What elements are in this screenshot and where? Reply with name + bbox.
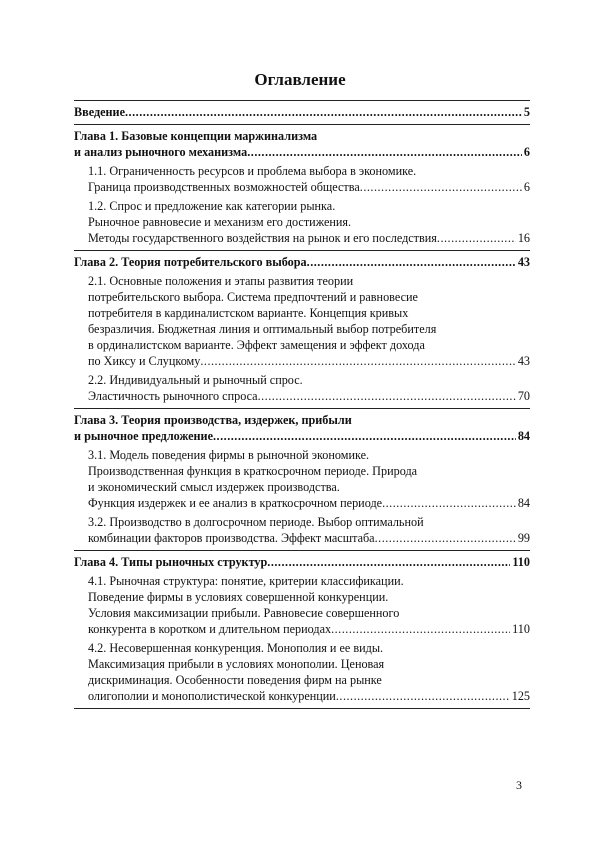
toc-text-line: 1.2. Спрос и предложение как категории рынка. bbox=[88, 199, 336, 213]
toc-entry-title: Глава 2. Теория потребительского выбора bbox=[74, 255, 307, 269]
toc-page-ref: 43 bbox=[517, 255, 530, 269]
toc-page-ref: 99 bbox=[517, 531, 530, 545]
toc-text-line: Поведение фирмы в условиях совершенной конкуренции. bbox=[88, 590, 389, 604]
toc-entry[interactable] bbox=[88, 388, 530, 404]
toc-entry[interactable] bbox=[88, 353, 530, 369]
toc-entry-title: и рыночное предложение bbox=[74, 429, 213, 443]
toc-entry-title: Глава 4. Типы рыночных структур bbox=[74, 555, 268, 569]
toc-subsection bbox=[74, 514, 530, 546]
toc-text-line: Производственная функция в краткосрочном периоде. Природа bbox=[88, 464, 418, 478]
toc-text-line: потребителя в кардиналистском варианте. Концепция кривых bbox=[88, 306, 409, 320]
toc-text-line: безразличия. Бюджетная линия и оптимальный выбор потребителя bbox=[88, 322, 437, 336]
toc-entry-title: по Хиксу и Слуцкому bbox=[88, 354, 201, 368]
toc-text-line: 4.1. Рыночная структура: понятие, критерии классификации. bbox=[88, 574, 404, 588]
dot-leader bbox=[437, 230, 516, 246]
toc-entry[interactable] bbox=[88, 179, 530, 195]
toc-entry-title: Функция издержек и ее анализ в краткосрочном периоде bbox=[88, 496, 383, 510]
toc-entry-title: конкурента в коротком и длительном периодах bbox=[88, 622, 332, 636]
dot-leader bbox=[200, 353, 515, 369]
toc-text-line: потребительского выбора. Система предпочтений и равновесие bbox=[88, 290, 418, 304]
toc-page-ref: 43 bbox=[517, 354, 530, 368]
page-number: 3 bbox=[516, 778, 522, 792]
toc-subsection bbox=[74, 198, 530, 246]
toc-entry[interactable] bbox=[74, 254, 530, 270]
toc-text-line: и экономический смысл издержек производства. bbox=[88, 480, 340, 494]
toc-entry[interactable] bbox=[74, 428, 530, 444]
toc-entry-title: Эластичность рыночного спроса bbox=[88, 389, 258, 403]
toc-text-line: Максимизация прибыли в условиях монополии. Ценовая bbox=[88, 657, 385, 671]
toc-section-intro bbox=[74, 100, 530, 124]
dot-leader bbox=[331, 621, 510, 637]
toc-text-line: 3.2. Производство в долгосрочном периоде. Выбор оптимальной bbox=[88, 515, 424, 529]
dot-leader bbox=[360, 179, 522, 195]
dot-leader bbox=[125, 104, 522, 120]
toc-page-ref: 5 bbox=[523, 105, 530, 119]
toc-text-line: 4.2. Несовершенная конкуренция. Монополия и ее виды. bbox=[88, 641, 384, 655]
toc-entry-title: олигополии и монополистической конкуренции bbox=[88, 689, 336, 703]
toc-chapter-line: Глава 3. Теория производства, издержек, прибыли bbox=[74, 413, 352, 427]
toc-text-line: Рыночное равновесие и механизм его достижения. bbox=[88, 215, 352, 229]
table-of-contents bbox=[74, 100, 530, 709]
toc-subsection bbox=[74, 447, 530, 511]
toc-section-chapter-3 bbox=[74, 408, 530, 550]
toc-page-ref: 84 bbox=[517, 496, 530, 510]
toc-entry-title: Граница производственных возможностей общества bbox=[88, 180, 360, 194]
dot-leader bbox=[267, 554, 510, 570]
toc-entry[interactable] bbox=[88, 495, 530, 511]
dot-leader bbox=[336, 688, 510, 704]
toc-entry[interactable] bbox=[74, 104, 530, 120]
toc-text-line: 2.2. Индивидуальный и рыночный спрос. bbox=[88, 373, 303, 387]
toc-page-ref: 110 bbox=[512, 622, 530, 636]
toc-page-ref: 84 bbox=[517, 429, 530, 443]
dot-leader bbox=[247, 144, 522, 160]
dot-leader bbox=[382, 495, 516, 511]
toc-entry-title: комбинации факторов производства. Эффект масштаба bbox=[88, 531, 375, 545]
toc-entry[interactable] bbox=[74, 554, 530, 570]
toc-entry[interactable] bbox=[74, 144, 530, 160]
toc-page-ref: 110 bbox=[512, 555, 530, 569]
toc-subsection bbox=[74, 573, 530, 637]
dot-leader bbox=[307, 254, 516, 270]
toc-entry[interactable] bbox=[88, 621, 530, 637]
toc-entry[interactable] bbox=[88, 530, 530, 546]
toc-entry[interactable] bbox=[88, 230, 530, 246]
toc-page-ref: 70 bbox=[517, 389, 530, 403]
dot-leader bbox=[213, 428, 516, 444]
dot-leader bbox=[258, 388, 516, 404]
toc-subsection bbox=[74, 163, 530, 195]
toc-text-line: в ординалистском варианте. Эффект замещения и эффект дохода bbox=[88, 338, 425, 352]
dot-leader bbox=[375, 530, 516, 546]
toc-page-ref: 125 bbox=[511, 689, 530, 703]
toc-entry-title: и анализ рыночного механизма bbox=[74, 145, 248, 159]
toc-page-ref: 6 bbox=[523, 180, 530, 194]
toc-section-chapter-1 bbox=[74, 124, 530, 250]
toc-subsection bbox=[74, 640, 530, 704]
toc-subsection bbox=[74, 273, 530, 369]
toc-entry-title: Введение bbox=[74, 105, 125, 119]
toc-entry-title: Методы государственного воздействия на рынок и его последствия bbox=[88, 231, 437, 245]
toc-section-chapter-2 bbox=[74, 250, 530, 408]
toc-text-line: Условия максимизации прибыли. Равновесие совершенного bbox=[88, 606, 400, 620]
toc-entry[interactable] bbox=[88, 688, 530, 704]
toc-text-line: 1.1. Ограниченность ресурсов и проблема выбора в экономике. bbox=[88, 164, 417, 178]
page-title: Оглавление bbox=[254, 70, 346, 89]
toc-text-line: 2.1. Основные положения и этапы развития теории bbox=[88, 274, 354, 288]
toc-section-chapter-4 bbox=[74, 550, 530, 709]
toc-text-line: дискриминация. Особенности поведения фирм на рынке bbox=[88, 673, 382, 687]
toc-chapter-line: Глава 1. Базовые концепции маржинализма bbox=[74, 129, 318, 143]
toc-page-ref: 16 bbox=[517, 231, 530, 245]
toc-subsection bbox=[74, 372, 530, 404]
toc-text-line: 3.1. Модель поведения фирмы в рыночной экономике. bbox=[88, 448, 370, 462]
toc-page-ref: 6 bbox=[523, 145, 530, 159]
